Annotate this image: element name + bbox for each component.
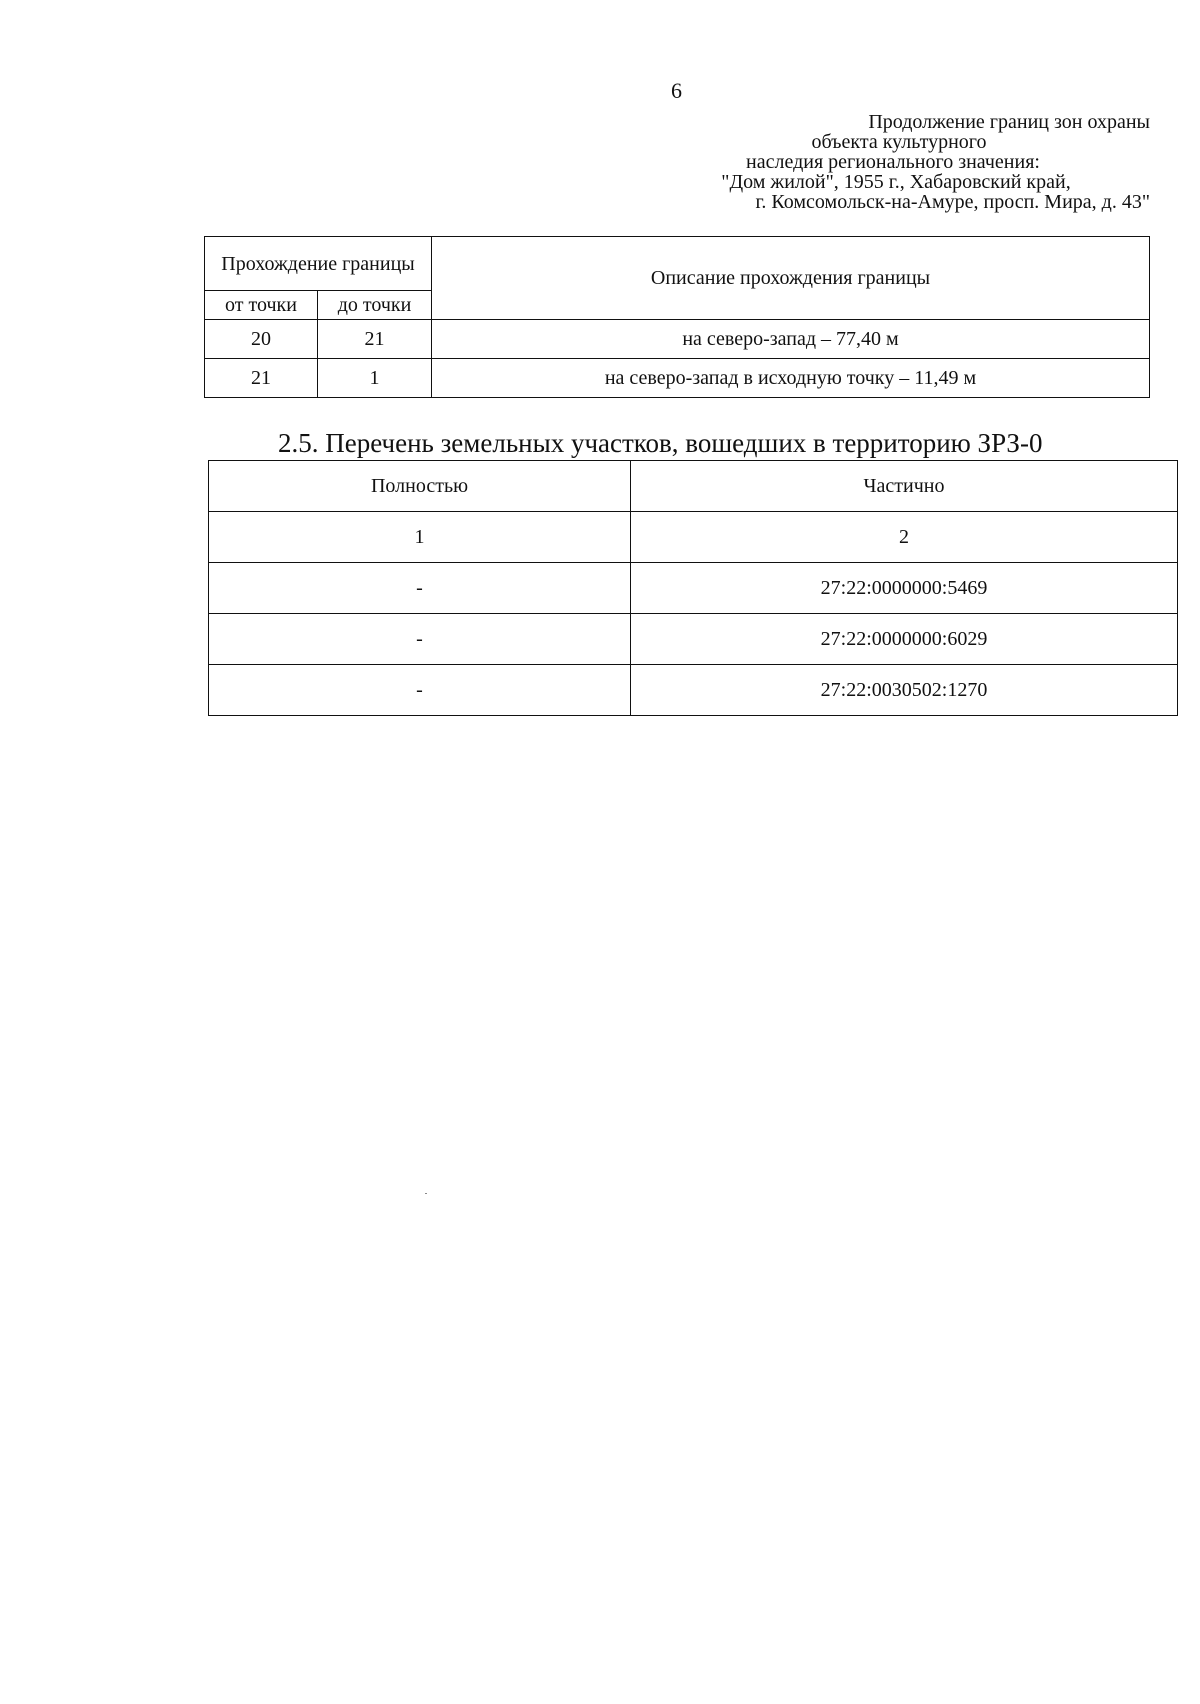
header-passage: Прохождение границы (205, 237, 432, 291)
header-line: г. Комсомольск-на-Амуре, просп. Мира, д. 43" (755, 191, 1150, 213)
cell-to: 1 (318, 359, 432, 398)
header-line: объекта культурного (811, 131, 987, 153)
table-row (209, 665, 1178, 716)
cell-from: 21 (205, 359, 318, 398)
table-row (209, 614, 1178, 665)
page-number: 6 (671, 78, 682, 103)
header-description: Описание прохождения границы (432, 237, 1150, 320)
scan-speck (425, 1193, 427, 1194)
cell-from: 20 (205, 320, 318, 359)
cell-to: 21 (318, 320, 432, 359)
cell-description: на северо-запад – 77,40 м (432, 320, 1150, 359)
header-full: Полностью (209, 461, 631, 512)
table-row (205, 359, 1150, 398)
cell-full: - (209, 665, 631, 716)
parcels-table (208, 460, 1178, 716)
header-to-point: до точки (318, 291, 432, 320)
document-header (630, 112, 1150, 212)
table-row (205, 320, 1150, 359)
cell-full: - (209, 614, 631, 665)
cell-partial: 27:22:0000000:6029 (631, 614, 1178, 665)
column-number: 1 (209, 512, 631, 563)
cell-description: на северо-запад в исходную точку – 11,49 м (432, 359, 1150, 398)
header-line: "Дом жилой", 1955 г., Хабаровский край, (721, 171, 1071, 193)
header-from-point: от точки (205, 291, 318, 320)
header-line: Продолжение границ зон охраны (868, 111, 1150, 133)
boundary-table (204, 236, 1150, 398)
column-number-row (209, 512, 1178, 563)
section-title: 2.5. Перечень земельных участков, вошедших в территорию ЗРЗ-0 (278, 428, 1043, 458)
header-partial: Частично (631, 461, 1178, 512)
table-row (209, 563, 1178, 614)
header-line: наследия регионального значения: (746, 151, 1040, 173)
cell-partial: 27:22:0030502:1270 (631, 665, 1178, 716)
cell-partial: 27:22:0000000:5469 (631, 563, 1178, 614)
column-number: 2 (631, 512, 1178, 563)
cell-full: - (209, 563, 631, 614)
